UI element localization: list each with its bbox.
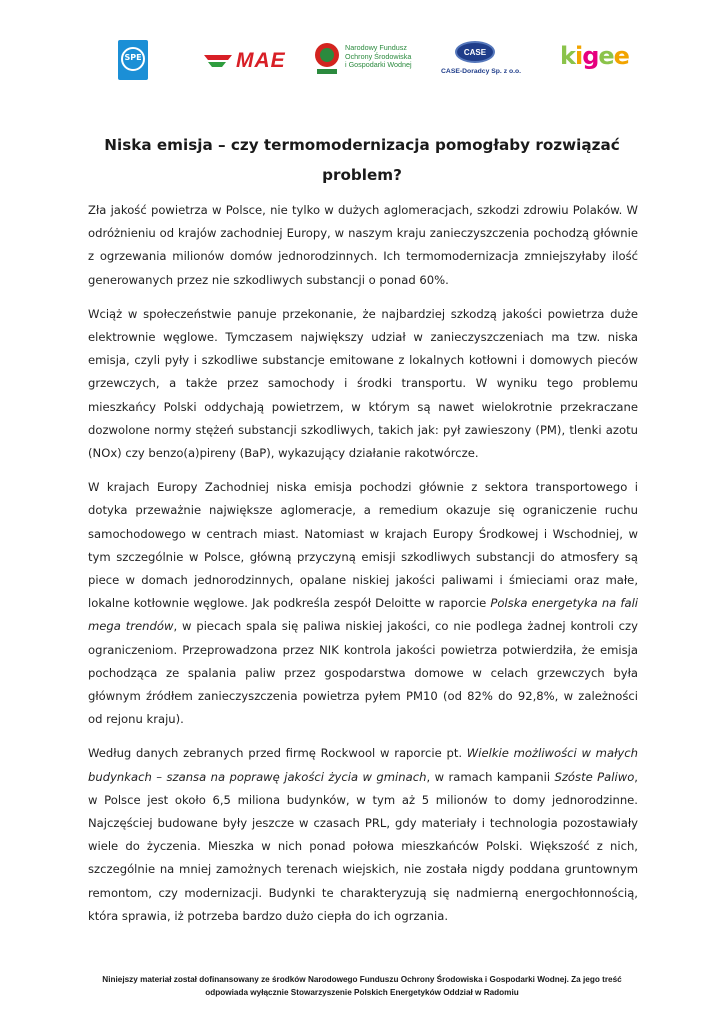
nfosigw-line-3: i Gospodarki Wodnej: [345, 60, 412, 70]
kigee-logo-text: kigee: [560, 42, 629, 70]
paragraph-4: [88, 742, 638, 928]
funding-footer: [60, 973, 664, 999]
paragraph-3-part-1: W krajach Europy Zachodniej niska emisja pochodzi głównie z sektora transportowego i dotyka przeważnie największe aglomeracje, a remedium okazuje się ograniczenie ruchu samochodowego w centrach miast. Natomiast w krajach Europy Środkowej i Wschodniej, w tym szczególnie w Polsce, główną przyczyną emisji szkodliwych substancji do atmosfery są piece w domach jednorodzinnych, opalane niskiej jakości paliwami i śmieciami oraz małe, lokalne kotłownie węglowe. Jak podkreśla zespół Deloitte w raporcie: [88, 480, 638, 611]
paragraph-3: [88, 476, 638, 731]
paragraph-1: Zła jakość powietrza w Polsce, nie tylko w dużych aglomeracjach, szkodzi zdrowiu Polaków. W odróżnieniu od krajów zachodniej Europy, w naszym kraju zanieczyszczenia pochodzą głównie z ogrzewania milionów domów jednorodzinnych. Ich termomodernizacja zmniejszyłaby ilość generowanych przez nie szkodliwych substancji o ponad 60%.: [88, 203, 638, 287]
case-logo-caption: CASE-Doradcy Sp. z o.o.: [441, 68, 522, 75]
spe-logo-text: SPE: [124, 53, 142, 62]
mae-logo: [202, 51, 298, 71]
nfosigw-logo-text: [345, 44, 412, 70]
case-logo: [441, 41, 522, 81]
spe-logo: [118, 40, 148, 80]
title-line-1: Niska emisja – czy termomodernizacja pomogłaby rozwiązać: [104, 136, 620, 154]
page-title: [90, 130, 634, 190]
case-oval-icon: [455, 41, 495, 63]
nfosigw-emblem-icon: [313, 42, 341, 76]
paragraph-4-part-2: , w ramach kampanii: [426, 769, 555, 784]
footer-line-2: odpowiada wyłącznie Stowarzyszenie Polskich Energetyków Oddział w Radomiu: [205, 988, 519, 997]
nfosigw-logo: [313, 42, 423, 80]
paragraph-2: Wciąż w społeczeństwie panuje przekonanie, że najbardziej szkodzą jakości powietrza duże elektrownie węglowe. Tymczasem największy udział w zanieczyszczeniach ma tzw. niska emisja, czyli pyły i szkodliwe substancje emitowane z lokalnych kotłowni i domowych pieców grzewczych, a także przez samochody i środki transportu. W wyniku tego problemu mieszkańcy Polski oddychają powietrzem, w którym są nawet wielokrotnie przekraczane dozwolone normy stężeń substancji szkodliwych, takich jak: pył zawieszony (PM), tlenki azotu (NOx) czy benzo(a)pireny (BaP), wykazujący działanie rakotwórcze.: [88, 306, 638, 461]
article-body: [88, 199, 638, 939]
mae-swoosh-icon: [202, 51, 236, 71]
paragraph-3-report-title: Polska energetyka na fali mega trendów: [88, 596, 639, 634]
paragraph-4-part-3: , w Polsce jest około 6,5 miliona budynków, w tym aż 5 milionów to domy jednorodzinne. Najczęściej budowane były jeszcze w czasach PRL, gdy materiały i technologia pozostawiały wiele do życzenia. Mieszka w nich ponad połowa mieszkańców Polski. Większość z nich, szczególnie na mniej zamożnych terenach wiejskich, nie została nigdy poddana gruntownym remontom, czy modernizacji. Budynki te charakteryzują się nadmierną energochłonnością, która sprawia, iż potrzeba bardzo dużo ciepła do ich ogrzania.: [88, 769, 638, 923]
kigee-logo: [560, 42, 629, 76]
paragraph-4-report-title: Wielkie możliwości w małych budynkach – szansa na poprawę jakości życia w gminach: [88, 746, 638, 784]
footer-line-1: Niniejszy materiał został dofinansowany ze środków Narodowego Funduszu Ochrony Środowiska i Gospodarki Wodnej. Za jego treść: [102, 975, 622, 984]
mae-logo-text: MAE: [236, 49, 286, 72]
nfosigw-line-2: Ochrony Środowiska: [345, 51, 412, 61]
case-logo-mark: CASE: [463, 48, 487, 57]
paragraph-4-part-1: Według danych zebranych przed firmę Rockwool w raporcie pt.: [88, 746, 467, 761]
paragraph-4-campaign-name: Szóste Paliwo: [554, 769, 635, 784]
logo-bar: [0, 38, 724, 88]
nfosigw-line-1: Narodowy Fundusz: [345, 43, 407, 52]
title-line-2: problem?: [322, 166, 402, 184]
paragraph-3-part-2: , w piecach spala się paliwa niskiej jakości, co nie podlega żadnej kontroli czy ograniczeniom. Przeprowadzona przez NIK kontrola jakości powietrza potwierdziła, że emisja pochodząca ze spalania paliw przez gospodarstwa domowe w celach grzewczych była głównym źródłem zanieczyszczenia powietrza pyłem PM10 (od 82% do 92,8%, w zależności od rejonu kraju).: [88, 619, 638, 727]
